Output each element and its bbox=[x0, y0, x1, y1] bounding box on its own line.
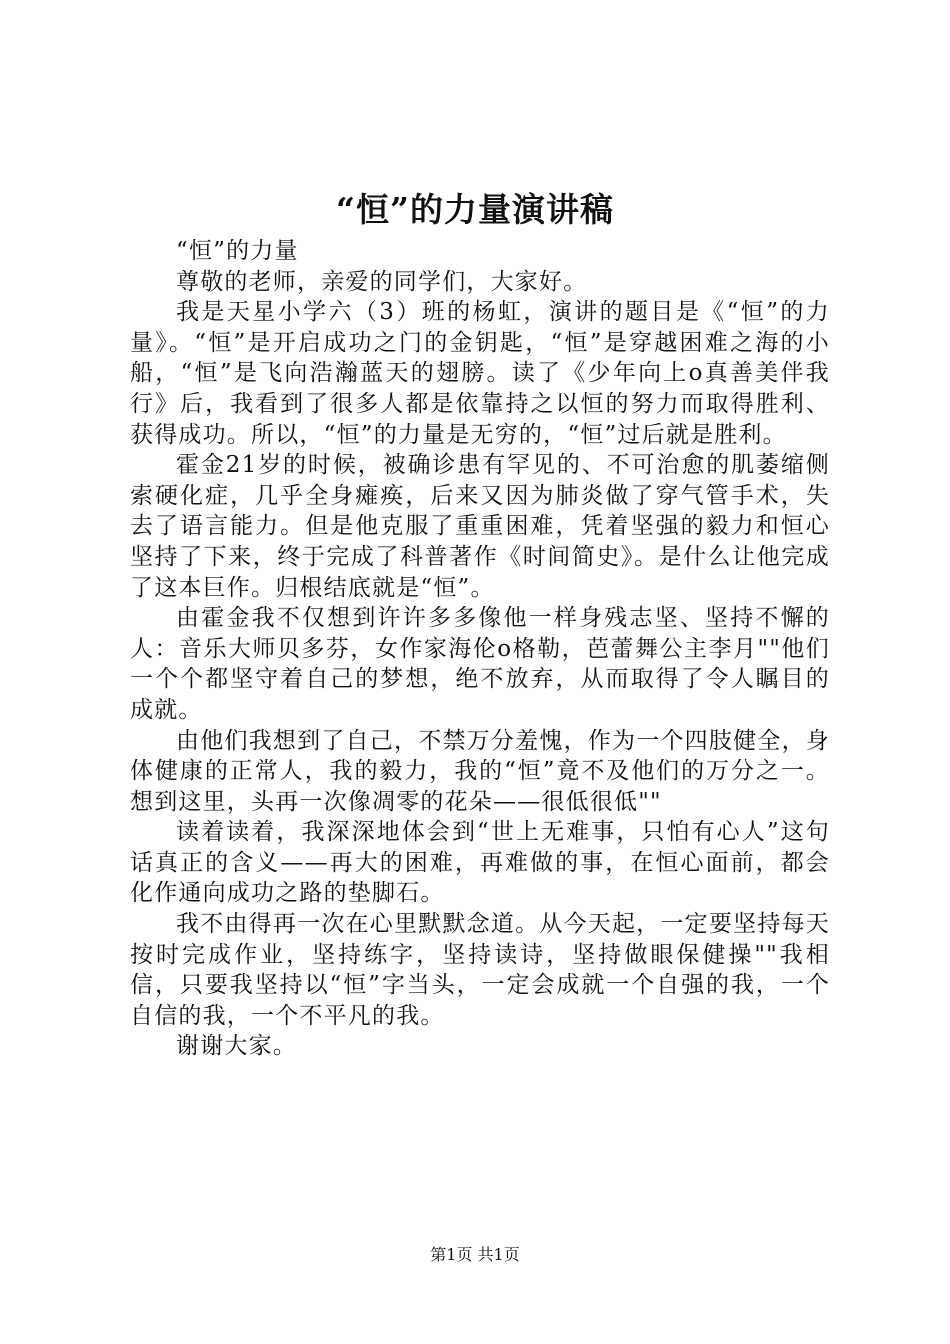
paragraph: 我是天星小学六（3）班的杨虹，演讲的题目是《“恒”的力量》。“恒”是开启成功之门的金钥匙，“恒”是穿越困难之海的小船，“恒”是飞向浩瀚蓝天的翅膀。读了《少年向上o真善美伴我行》后，我看到了很多人都是依靠持之以恒的努力而取得胜利、获得成功。所以，“恒”的力量是无穷的，“恒”过后就是胜利。 bbox=[130, 299, 830, 448]
page-number-footer: 第1页 共1页 bbox=[430, 1245, 520, 1264]
paragraph: 读着读着，我深深地体会到“世上无难事，只怕有心人”这句话真正的含义——再大的困难，再难做的事，在恒心面前，都会化作通向成功之路的垫脚石。 bbox=[130, 819, 830, 907]
paragraph: 由霍金我不仅想到许许多多像他一样身残志坚、坚持不懈的人：音乐大师贝多芬，女作家海伦o格勒，芭蕾舞公主李月""他们一个个都坚守着自己的梦想，绝不放弃，从而取得了令人瞩目的成就。 bbox=[130, 605, 830, 723]
document-title: “恒”的力量演讲稿 bbox=[336, 190, 614, 229]
document-body bbox=[130, 236, 830, 1062]
paragraph: 由他们我想到了自己，不禁万分羞愧，作为一个四肢健全，身体健康的正常人，我的毅力，我的“恒”竟不及他们的万分之一。想到这里，头再一次像凋零的花朵——很低很低"" bbox=[130, 727, 830, 815]
paragraph-greeting: 尊敬的老师，亲爱的同学们，大家好。 bbox=[176, 268, 588, 295]
paragraph-closing: 谢谢大家。 bbox=[176, 1033, 297, 1060]
paragraph-subtitle: “恒”的力量 bbox=[176, 238, 299, 264]
paragraph: 我不由得再一次在心里默默念道。从今天起，一定要坚持每天按时完成作业，坚持练字，坚持读诗，坚持做眼保健操""我相信，只要我坚持以“恒”字当头，一定会成就一个自强的我，一个自信的我，一个不平凡的我。 bbox=[130, 911, 830, 1029]
paragraph: 霍金21岁的时候，被确诊患有罕见的、不可治愈的肌萎缩侧索硬化症，几乎全身瘫痪，后来又因为肺炎做了穿气管手术，失去了语言能力。但是他克服了重重困难，凭着坚强的毅力和恒心坚持了下来，终于完成了科普著作《时间简史》。是什么让他完成了这本巨作。归根结底就是“恒”。 bbox=[130, 452, 830, 601]
